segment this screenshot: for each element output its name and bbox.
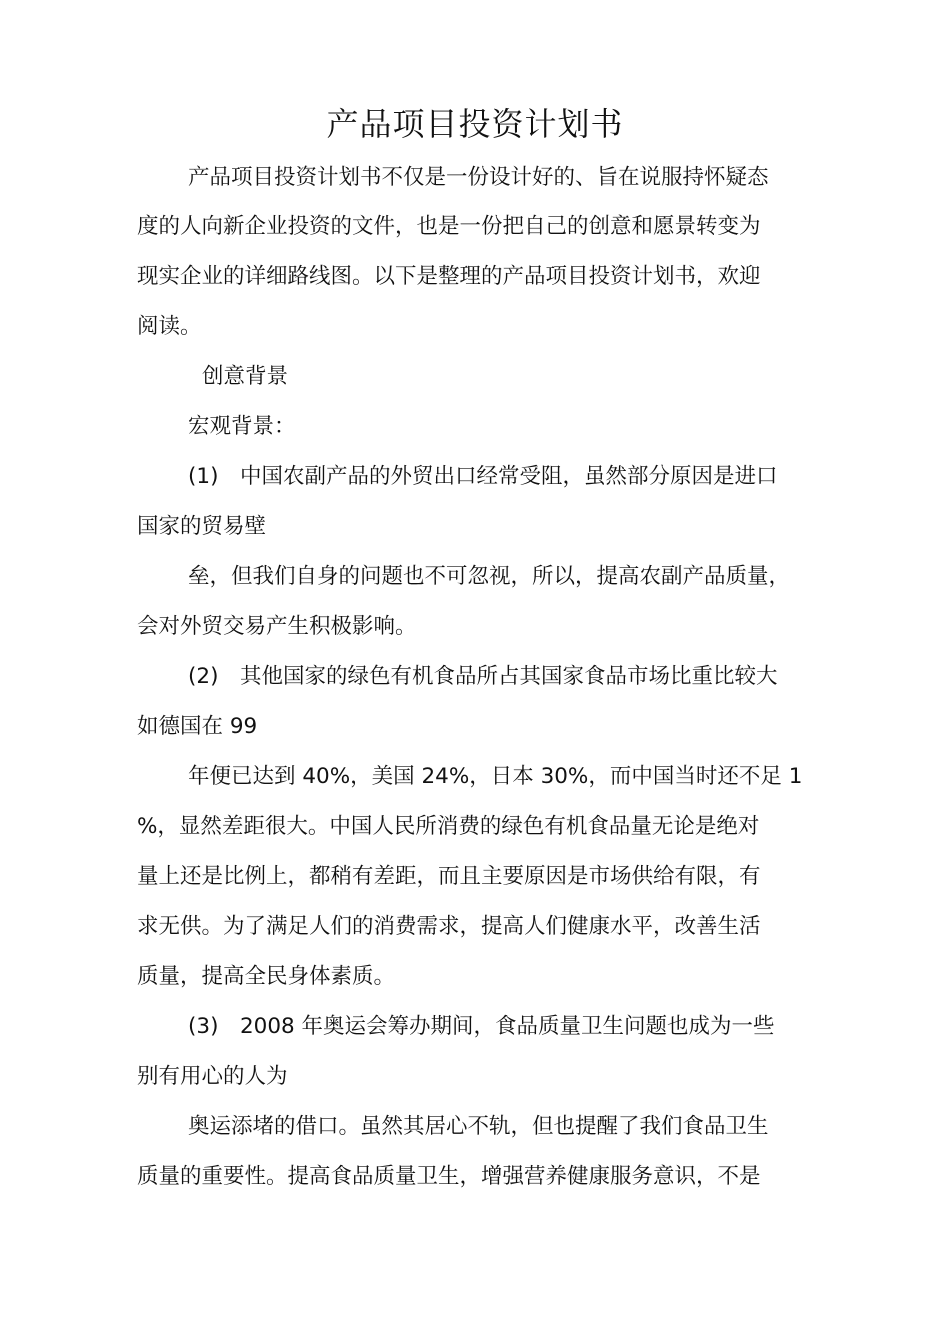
- body-line: 求无供。为了满足人们的消费需求，提高人们健康水平，改善生活: [137, 914, 761, 939]
- body-line: 度的人向新企业投资的文件，也是一份把自己的创意和愿景转变为: [137, 214, 761, 239]
- document-title: 产品项目投资计划书: [326, 105, 624, 143]
- section-heading: 创意背景: [202, 364, 289, 389]
- body-line: (2) 其他国家的绿色有机食品所占其国家食品市场比重比较大: [188, 664, 778, 689]
- body-line: 质量，提高全民身体素质。: [137, 964, 396, 989]
- body-line: 现实企业的详细路线图。以下是整理的产品项目投资计划书，欢迎: [137, 264, 761, 289]
- body-line: 阅读。: [137, 314, 202, 339]
- body-line: 如德国在 99: [137, 714, 258, 739]
- body-line: (1) 中国农副产品的外贸出口经常受阻，虽然部分原因是进口: [188, 464, 778, 489]
- body-line: 年便已达到 40%，美国 24%，日本 30%，而中国当时还不足 1: [188, 764, 803, 789]
- body-line: %，显然差距很大。中国人民所消费的绿色有机食品量无论是绝对: [137, 814, 760, 839]
- body-line: 国家的贸易壁: [137, 514, 267, 539]
- body-line: 质量的重要性。提高食品质量卫生，增强营养健康服务意识，不是: [137, 1164, 761, 1189]
- body-line: 会对外贸交易产生积极影响。: [137, 614, 417, 639]
- subsection-heading: 宏观背景：: [188, 414, 296, 439]
- body-line: 量上还是比例上，都稍有差距，而且主要原因是市场供给有限，有: [137, 864, 761, 889]
- body-line: (3) 2008 年奥运会筹办期间，食品质量卫生问题也成为一些: [188, 1014, 775, 1039]
- body-line: 垒，但我们自身的问题也不可忽视，所以，提高农副产品质量，: [188, 564, 791, 589]
- body-line: 产品项目投资计划书不仅是一份设计好的、旨在说服持怀疑态: [188, 165, 769, 190]
- body-line: 别有用心的人为: [137, 1064, 288, 1089]
- body-line: 奥运添堵的借口。虽然其居心不轨，但也提醒了我们食品卫生: [188, 1114, 769, 1139]
